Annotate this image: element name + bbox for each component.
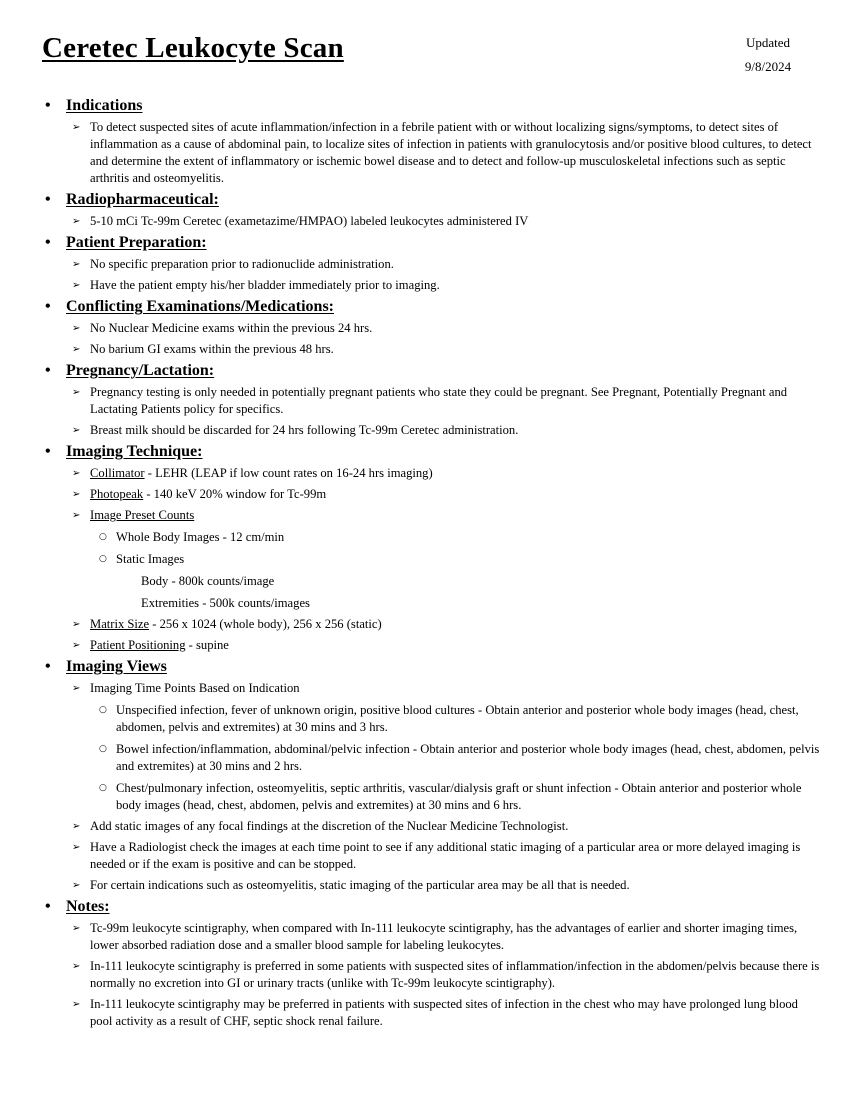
arrow-bullet-icon: ➢	[72, 216, 81, 227]
sub-item: ○ Whole Body Images - 12 cm/min	[99, 530, 285, 544]
section-radiopharmaceutical	[40, 190, 820, 230]
arrow-bullet-icon: ➢	[72, 842, 81, 853]
arrow-bullet-icon: ➢	[72, 387, 81, 398]
section-indications	[40, 96, 820, 187]
circle-bullet-icon: ○	[99, 554, 107, 564]
arrow-bullet-icon: ➢	[72, 122, 81, 133]
circle-bullet-icon: ○	[99, 532, 107, 542]
list-item: ➢ To detect suspected sites of acute inflammation/infection in a febrile patient with or without localizing signs/symptoms, to detect sites of inflammation as a cause of abdominal pain, to localize sites of infection in patients with granulocytosis and/or positive blood cultures, to detect and determine the extent of inflammatory or ischemic bowel disease and to detect and follow-up musculoskeletal infections such as septic arthritis and osteomyelitis.	[72, 120, 812, 185]
section-heading: Conflicting Examinations/Medications:	[66, 298, 335, 315]
arrow-bullet-icon: ➢	[72, 683, 81, 694]
section-heading: Imaging Views	[66, 658, 167, 675]
list-item: ➢ No specific preparation prior to radionuclide administration.	[72, 257, 394, 271]
arrow-bullet-icon: ➢	[72, 619, 81, 630]
updated-label: Updated	[745, 35, 791, 50]
circle-bullet-icon: ○	[99, 783, 107, 793]
section-heading: Imaging Technique:	[66, 443, 203, 460]
list-item: ➢ Image Preset Counts	[72, 508, 195, 522]
sub-item: ○ Static Images	[99, 552, 185, 566]
list-item: ➢ Tc-99m leukocyte scintigraphy, when compared with In-111 leukocyte scintigraphy, has the advantages of earlier and shorter imaging times, lower absorbed radiation dose and a smaller blood sample for labeling leukocytes.	[72, 921, 798, 952]
list-item: ➢ No barium GI exams within the previous 48 hrs.	[72, 342, 334, 356]
bullet-icon: •	[45, 362, 51, 379]
list-item: ➢ 5-10 mCi Tc-99m Ceretec (exametazime/HMPAO) labeled leukocytes administered IV	[72, 214, 529, 228]
list-item: ➢ For certain indications such as osteomyelitis, static imaging of the particular area may be all that is needed.	[72, 878, 630, 892]
sub-item: ○ Unspecified infection, fever of unknown origin, positive blood cultures - Obtain anterior and posterior whole body images (head, chest, abdomen, pelvis and extremites) at 30 mins and 3 hrs.	[99, 703, 799, 734]
arrow-bullet-icon: ➢	[72, 510, 81, 521]
bullet-icon: •	[45, 191, 51, 208]
section-heading: Radiopharmaceutical:	[66, 191, 219, 208]
list-item: ➢ Pregnancy testing is only needed in potentially pregnant patients who state they could be pregnant. See Pregnant, Potentially Pregnant and Lactating Patients policy for specifics.	[72, 385, 788, 416]
arrow-bullet-icon: ➢	[72, 425, 81, 436]
document-title: Ceretec Leukocyte Scan	[42, 32, 344, 64]
section-heading: Indications	[66, 97, 143, 114]
section-imaging-technique	[40, 442, 820, 654]
section-heading: Patient Preparation:	[66, 234, 207, 251]
circle-bullet-icon: ○	[99, 744, 107, 754]
bullet-icon: •	[45, 234, 51, 251]
list-item: ➢ Matrix Size - 256 x 1024 (whole body), 256 x 256 (static)	[72, 617, 382, 631]
arrow-bullet-icon: ➢	[72, 280, 81, 291]
arrow-bullet-icon: ➢	[72, 923, 81, 934]
list-item: ➢ Photopeak - 140 keV 20% window for Tc-99m	[72, 487, 327, 501]
bullet-icon: •	[45, 97, 51, 114]
sub-item: ○ Bowel infection/inflammation, abdominal/pelvic infection - Obtain anterior and posterior whole body images (head, chest, abdomen, pelvis and extremites) at 30 mins and 2 hrs.	[99, 742, 820, 773]
arrow-bullet-icon: ➢	[72, 468, 81, 479]
list-item: ➢ Breast milk should be discarded for 24 hrs following Tc-99m Ceretec administration.	[72, 423, 519, 437]
list-item: ➢ Patient Positioning - supine	[72, 638, 229, 652]
section-heading: Notes:	[66, 898, 110, 915]
section-imaging-views	[40, 657, 820, 894]
bullet-icon: •	[45, 443, 51, 460]
arrow-bullet-icon: ➢	[72, 961, 81, 972]
bullet-icon: •	[45, 298, 51, 315]
section-notes	[40, 897, 820, 1030]
document-body	[40, 93, 820, 1030]
arrow-bullet-icon: ➢	[72, 323, 81, 334]
section-conflicting-exams	[40, 297, 820, 358]
section-patient-preparation	[40, 233, 820, 294]
circle-bullet-icon: ○	[99, 705, 107, 715]
arrow-bullet-icon: ➢	[72, 344, 81, 355]
list-item: ➢ Have the patient empty his/her bladder immediately prior to imaging.	[72, 278, 440, 292]
list-item: ➢ In-111 leukocyte scintigraphy is preferred in some patients with suspected sites of inflammation/infection in the abdomen/pelvis because there is normally no excretion into GI or urinary tracts (unlike with Tc-99m leukocyte scintigraphy).	[72, 959, 820, 990]
arrow-bullet-icon: ➢	[72, 999, 81, 1010]
arrow-bullet-icon: ➢	[72, 259, 81, 270]
list-item: ➢ No Nuclear Medicine exams within the previous 24 hrs.	[72, 321, 373, 335]
arrow-bullet-icon: ➢	[72, 640, 81, 651]
sub-item: ○ Chest/pulmonary infection, osteomyelitis, septic arthritis, vascular/dialysis graft or shunt infection - Obtain anterior and posterior whole body images (head, chest, abdomen, pelvis and extremites) at 30 mins and 6 hrs.	[99, 781, 802, 812]
bullet-icon: •	[45, 658, 51, 675]
updated-block	[728, 31, 808, 79]
list-item: ➢ Collimator - LEHR (LEAP if low count rates on 16-24 hrs imaging)	[72, 466, 433, 480]
updated-date: 9/8/2024	[744, 59, 792, 74]
list-item: ➢ Add static images of any focal findings at the discretion of the Nuclear Medicine Technologist.	[72, 819, 569, 833]
sub-sub-item: Body - 800k counts/image	[141, 574, 275, 588]
bullet-icon: •	[45, 898, 51, 915]
arrow-bullet-icon: ➢	[72, 880, 81, 891]
arrow-bullet-icon: ➢	[72, 489, 81, 500]
arrow-bullet-icon: ➢	[72, 821, 81, 832]
sub-sub-item: Extremities - 500k counts/images	[141, 596, 310, 610]
section-heading: Pregnancy/Lactation:	[66, 362, 215, 379]
list-item: ➢ In-111 leukocyte scintigraphy may be preferred in patients with suspected sites of infection in the chest who may have prolonged lung blood pool activity as a result of CHF, septic shock renal failure.	[72, 997, 798, 1028]
list-item: ➢ Imaging Time Points Based on Indication	[72, 681, 300, 695]
section-pregnancy-lactation	[40, 361, 820, 439]
list-item: ➢ Have a Radiologist check the images at each time point to see if any additional static imaging of a particular area or more delayed imaging is needed or if the exam is positive and can be stopped.	[72, 840, 801, 871]
